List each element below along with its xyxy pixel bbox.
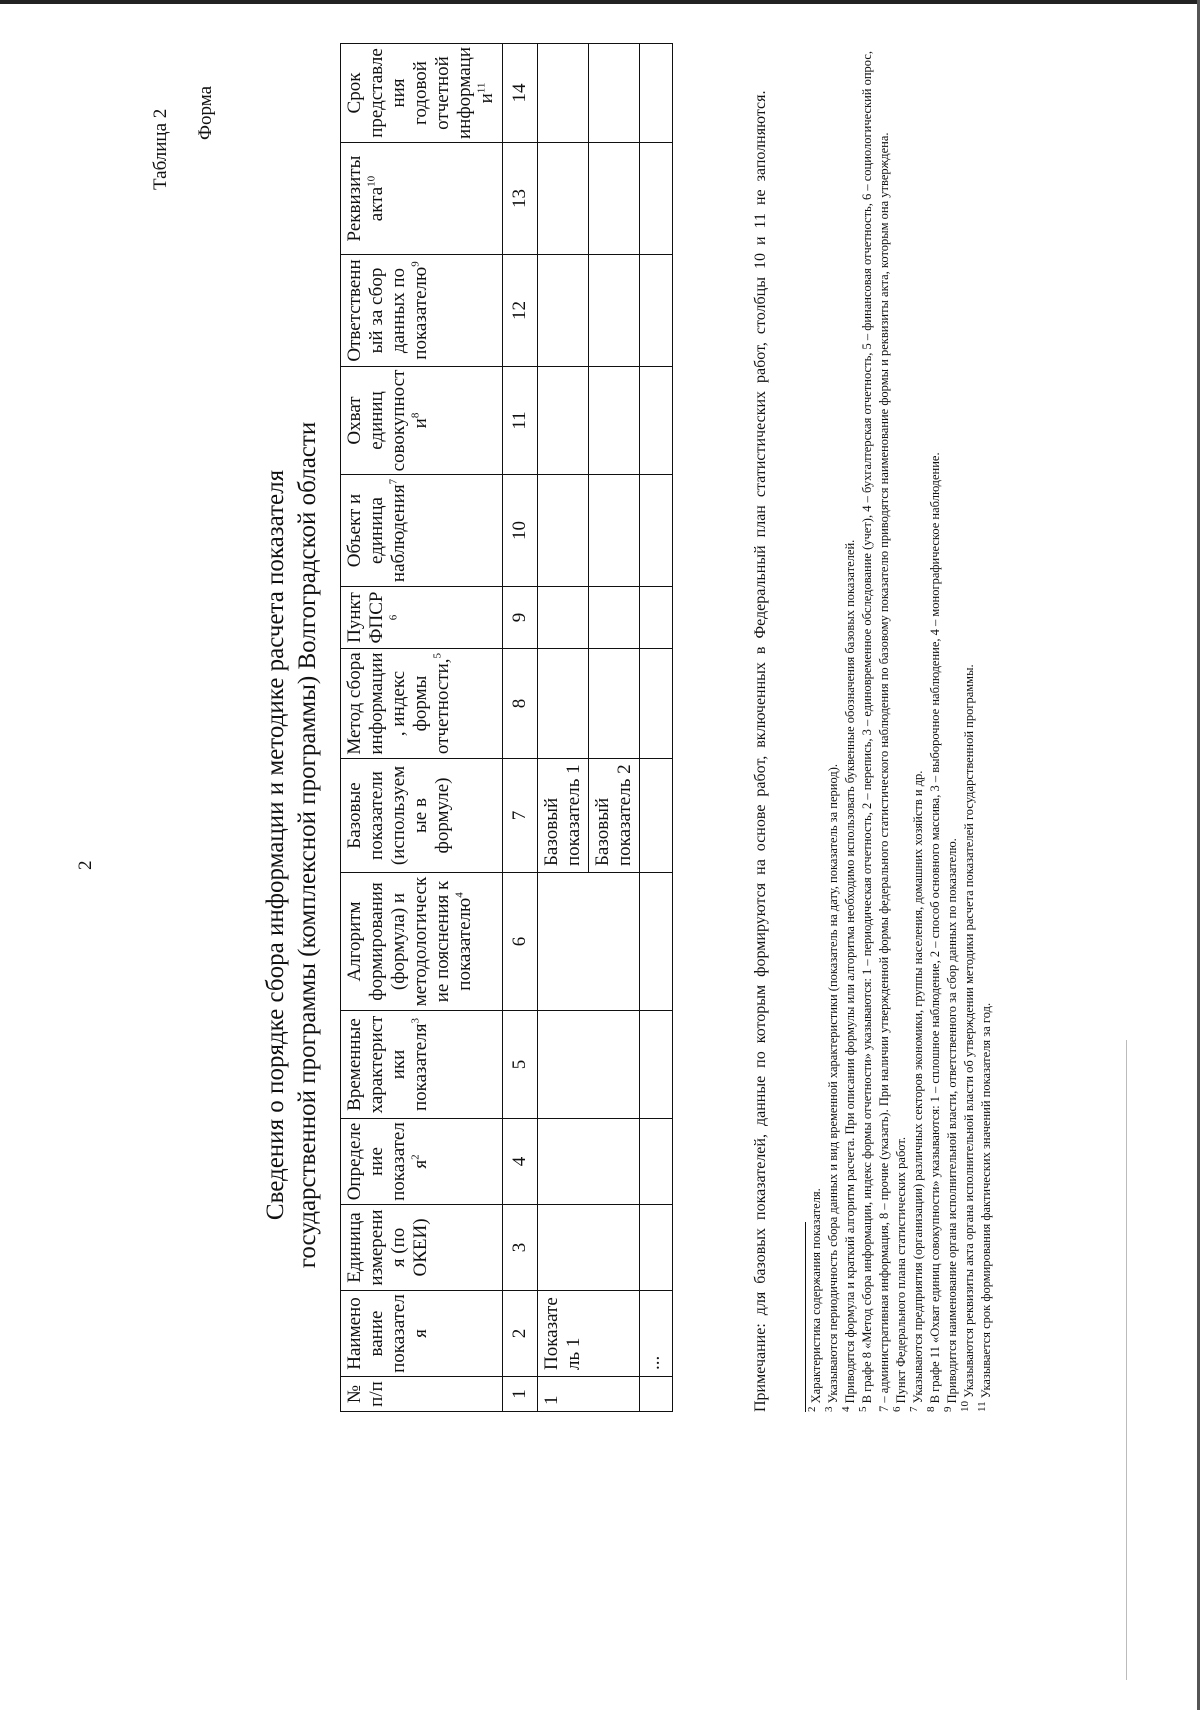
table-cell [640,475,673,587]
column-number: 13 [503,143,538,255]
base-indicator-2: Базовый показатель 2 [589,759,640,873]
footnote-separator [805,1222,806,1412]
table-cell [589,255,640,367]
ellipsis-cell: ... [640,1291,673,1377]
table-cell [589,143,640,255]
table-cell [538,873,640,1011]
header-cell: Пункт ФПСР$^6$ [341,587,503,649]
footnotes [805,50,995,1412]
table-cell [640,1119,673,1205]
header-cell: Временные характеристики показателя$^3$ [341,1011,503,1119]
header-cell: Наименование показателя [341,1291,503,1377]
table-cell [538,44,589,143]
table-cell [538,587,589,649]
column-number: 4 [503,1119,538,1205]
table-cell [640,587,673,649]
indicator-info-table [340,43,673,1412]
column-number-row [503,44,538,1412]
title-line-2: государственной программы (комплексной программы) Волгоградской области [294,421,321,1269]
indicator-name: Показатель 1 [538,1291,640,1377]
table-cell [640,44,673,143]
footnote: $^4$ Приводятся формула и краткий алгоритм расчета. При описании формулы или алгоритма необходимо использовать буквенные обозначения базовых показателей. [839,539,857,1412]
table-cell [640,649,673,759]
column-number: 9 [503,587,538,649]
table-header-row [341,44,503,1412]
header-cell: Ответственный за сбор данных по показателю$^9$ [341,255,503,367]
table-label: Таблица 2 [150,108,171,190]
table-cell [589,367,640,475]
table-cell [538,255,589,367]
table-cell [589,44,640,143]
footnote: $^8$ В графе 11 «Охват единиц совокупности» указываются: 1 – сплошное наблюдение, 2 – способ основного массива, 3 – выборочное наблюдение, 4 – монографическое наблюдение. [924,452,942,1412]
document-title [260,360,324,1330]
footnote: $^5$ В графе 8 «Метод сбора информации, индекс формы отчетности» указываются: 1 – периодическая отчетность, 2 – перепись, 3 – единовременное обследование (учет), 4 – бухгалтерская отчетность, 5 – финансовая отчетность, 6 – социологический опрос, 7 – административная информация, 8 – прочие (указать). При наличии утвержденной формы федерального статистического наблюдения по базовому показателю приводятся наименование формы и реквизиты акта, которым она утверждена. [856,50,891,1412]
header-cell: Охват единиц совокупности$^8$ [341,367,503,475]
header-cell: Алгоритм формирования (формула) и методологические пояснения к показателю$^4$ [341,873,503,1011]
column-number: 3 [503,1205,538,1291]
column-number: 6 [503,873,538,1011]
header-cell: Единица измерения (по ОКЕИ) [341,1205,503,1291]
footnote: $^{11}$ Указывается срок формирования фактических значений показателя за год. [975,1002,993,1412]
table-cell [640,1377,673,1412]
row-number: 1 [538,1377,640,1412]
page-number: 2 [75,860,96,870]
column-number: 8 [503,649,538,759]
footnote: $^3$ Указываются периодичность сбора данных и вид временной характеристики (показатель на дату, показатель за период). [822,764,840,1412]
table-cell [640,1205,673,1291]
column-number: 1 [503,1377,538,1412]
table-cell [538,1119,640,1205]
table-cell [589,587,640,649]
table-cell [538,1205,640,1291]
table-cell [589,649,640,759]
table-cell [538,475,589,587]
table-cell [589,475,640,587]
form-label: Форма [195,85,216,140]
table-cell [640,143,673,255]
table-cell [538,367,589,475]
header-cell: Метод сбора информации, индекс формы отчетности,$^5$ [341,649,503,759]
header-cell: Объект и единица наблюдения$^7$ [341,475,503,587]
header-cell: № п/п [341,1377,503,1412]
column-number: 2 [503,1291,538,1377]
table-cell [640,759,673,873]
table-cell [538,649,589,759]
table-cell [640,367,673,475]
column-number: 5 [503,1011,538,1119]
title-line-1: Сведения о порядке сбора информации и методике расчета показателя [262,469,289,1221]
header-cell: Срок представления годовой отчетной информации$^{11}$ [341,44,503,143]
footnote: $^2$ Характеристика содержания показателя. [805,1188,823,1412]
table-cell [640,873,673,1011]
footnote: $^9$ Приводится наименование органа исполнительной власти, ответственного за сбор данных по показателю. [941,838,959,1412]
table-row [640,44,673,1412]
column-number: 12 [503,255,538,367]
column-number: 11 [503,367,538,475]
header-cell: Определение показателя$^2$ [341,1119,503,1205]
table-cell [538,1011,640,1119]
header-cell: Базовые показатели (используемые в формуле) [341,759,503,873]
footnote: $^7$ Указываются предприятия (организации) различных секторов экономики, группы населения, домашних хозяйств и др. [907,770,925,1412]
table-note: Примечание: для базовых показателей, данные по которым формируются на основе работ, включенных в Федеральный план статистических работ, столбцы 10 и 11 не заполняются. [752,90,769,1412]
base-indicator-1: Базовый показатель 1 [538,759,589,873]
column-number: 10 [503,475,538,587]
table-cell [640,1011,673,1119]
footnote: $^{10}$ Указываются реквизиты акта органа исполнительной власти об утверждении методики расчета показателей государственной программы. [958,664,976,1412]
table-cell [640,255,673,367]
column-number: 7 [503,759,538,873]
table-cell [538,143,589,255]
column-number: 14 [503,44,538,143]
table-row [538,44,589,1412]
header-cell: Реквизиты акта$^{10}$ [341,143,503,255]
footnote: $^6$ Пункт Федерального плана статистических работ. [890,1136,908,1412]
